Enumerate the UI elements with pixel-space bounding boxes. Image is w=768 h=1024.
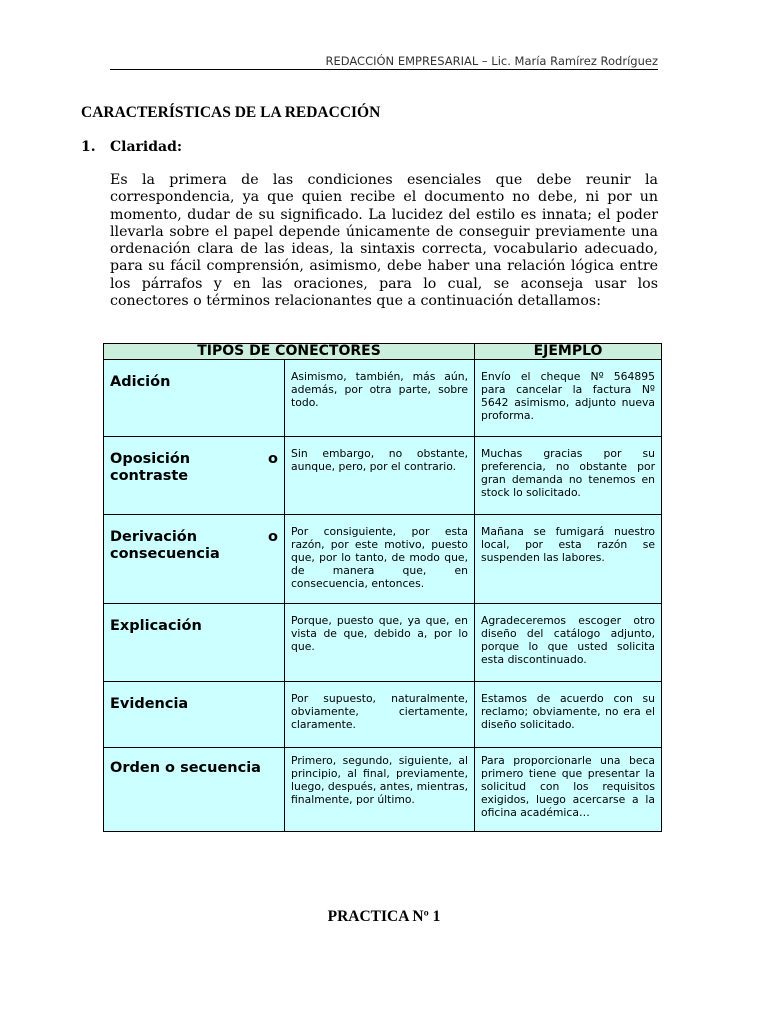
connector-example: Muchas gracias por su preferencia, no obstante por gran demanda no tenemos en stock lo solicitado.	[475, 437, 662, 515]
connector-type: Adición	[104, 360, 285, 437]
header-example: EJEMPLO	[475, 344, 662, 360]
section-number: 1.	[81, 139, 96, 155]
connector-list: Porque, puesto que, ya que, en vista de que, debido a, por lo que.	[285, 604, 475, 682]
table-header-row	[104, 344, 662, 360]
connector-type-word: contraste	[110, 468, 189, 484]
header-connector-types: TIPOS DE CONECTORES	[104, 344, 475, 360]
table-row	[104, 682, 662, 748]
connector-example: Estamos de acuerdo con su reclamo; obviamente, no era el diseño solicitado.	[475, 682, 662, 748]
connector-type: Evidencia	[104, 682, 285, 748]
page-header: REDACCIÓN EMPRESARIAL – Lic. María Ramírez Rodríguez	[325, 54, 658, 68]
connector-list: Por consiguiente, por esta razón, por este motivo, puesto que, por lo tanto, de modo que, de manera que, en consecuencia, entonces.	[285, 515, 475, 604]
connector-example: Para proporcionarle una beca primero tiene que presentar la solicitud con los requisitos exigidos, luego acercarse a la oficina académica…	[475, 748, 662, 832]
connector-list: Asimismo, también, más aún, además, por otra parte, sobre todo.	[285, 360, 475, 437]
connector-example: Agradeceremos escoger otro diseño del catálogo adjunto, porque lo que usted solicita esta discontinuado.	[475, 604, 662, 682]
connector-type: Derivación o consecuencia	[104, 515, 285, 604]
table-row	[104, 437, 662, 515]
connector-example: Envío el cheque Nº 564895 para cancelar la factura Nº 5642 asimismo, adjunto nueva proforma.	[475, 360, 662, 437]
connector-list: Sin embargo, no obstante, aunque, pero, por el contrario.	[285, 437, 475, 515]
connector-type: Explicación	[104, 604, 285, 682]
connector-type-word: Oposición	[110, 451, 191, 467]
table-row	[104, 360, 662, 437]
connector-type: Orden o secuencia	[104, 748, 285, 832]
document-title: CARACTERÍSTICAS DE LA REDACCIÓN	[81, 104, 381, 121]
table-row	[104, 604, 662, 682]
connector-list: Primero, segundo, siguiente, al principio, al final, previamente, luego, después, antes, mientras, finalmente, por último.	[285, 748, 475, 832]
practice-title: PRACTICA Nº 1	[327, 908, 441, 925]
header-divider	[110, 69, 658, 70]
connector-example: Mañana se fumigará nuestro local, por esta razón se suspenden las labores.	[475, 515, 662, 604]
body-paragraph: Es la primera de las condiciones esenciales que debe reunir la correspondencia, ya que quien recibe el documento no debe, ni por un momento, dudar de su significado. La lucidez del estilo es innata; el poder llevarla sobre el papel depende únicamente de conseguir previamente una ordenación clara de las ideas, la sintaxis correcta, vocabulario adecuado, para su fácil comprensión, asimismo, debe haber una relación lógica entre los párrafos y en las oraciones, para lo cual, se aconseja usar los conectores o términos relacionantes que a continuación detallamos:	[110, 172, 658, 310]
section-title: Claridad:	[110, 139, 183, 155]
table-row	[104, 515, 662, 604]
connectors-table	[103, 343, 662, 832]
connector-list: Por supuesto, naturalmente, obviamente, ciertamente, claramente.	[285, 682, 475, 748]
section-heading	[81, 139, 182, 155]
connector-type-word: o	[268, 451, 278, 467]
connector-type	[104, 437, 285, 515]
table-row	[104, 748, 662, 832]
